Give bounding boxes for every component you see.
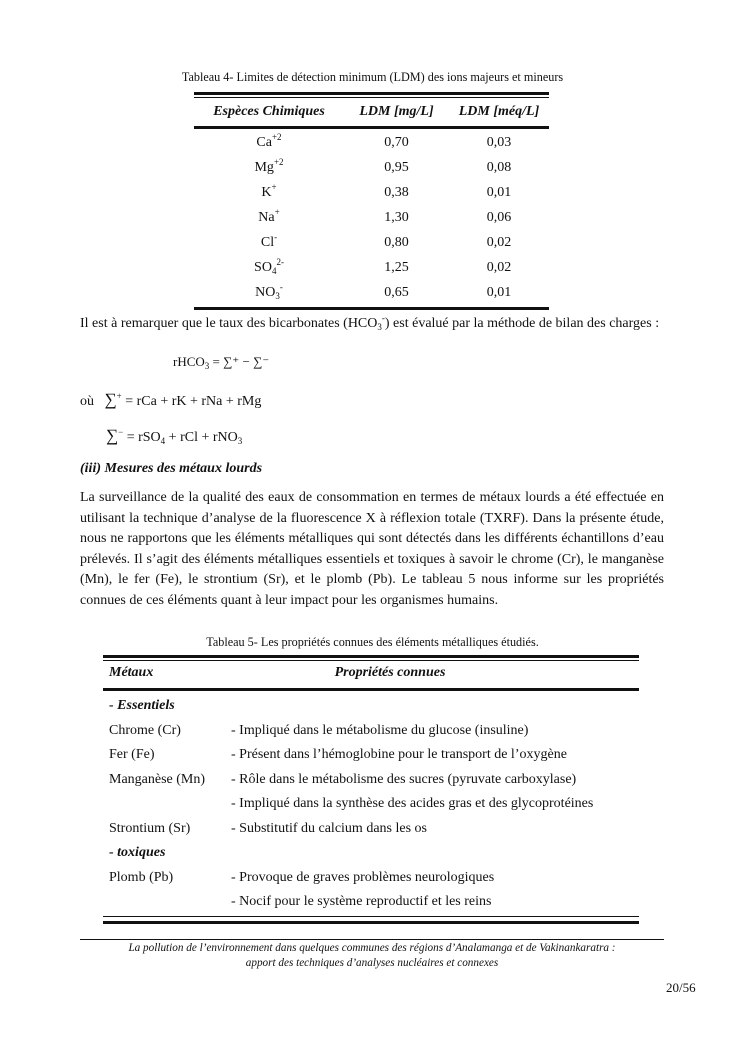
- ldm-mgl-cell: 0,38: [384, 184, 409, 200]
- property-cell: - Substitutif du calcium dans les os: [231, 820, 427, 836]
- species-cell: Na+: [258, 206, 280, 225]
- sigma-icon: ∑: [104, 390, 117, 409]
- ldm-mgl-cell: 1,25: [384, 259, 409, 275]
- table4-header-mgl: LDM [mg/L]: [359, 104, 434, 119]
- metal-cell: Chrome (Cr): [109, 722, 181, 738]
- section-paragraph: La surveillance de la qualité des eaux de consommation en termes de métaux lourds a été effectuée en utilisant la technique d’analyse de la fluorescence X à réflexion totale (TXRF). Dans la présente étude, nous ne rapportons que les éléments métalliques qui sont détectés dans les différents échantillons d’eau prélevés. Il s’agit des éléments métalliques essentiels et toxiques à savoir le chrome (Cr), le manganèse (Mn), le fer (Fe), le strontium (Sr), et le plomb (Pb). Le tableau 5 nous informe sur les propriétés connues de ces éléments quant à leur impact pour les organismes humains.: [80, 490, 664, 608]
- table5-header-properties: Propriétés connues: [334, 665, 446, 680]
- table5-row: [103, 817, 639, 842]
- table4-header-species: Espèces Chimiques: [213, 104, 325, 119]
- table5-row: [103, 792, 639, 817]
- table5-header: [103, 658, 639, 688]
- metal-cell: Manganèse (Mn): [109, 771, 206, 787]
- table5-row: [103, 743, 639, 768]
- table5-caption: Tableau 5- Les propriétés connues des éléments métalliques étudiés.: [206, 635, 539, 649]
- ldm-meql-cell: 0,02: [486, 234, 512, 250]
- table5-row: [103, 768, 639, 793]
- metal-cell: - toxiques: [109, 845, 166, 861]
- table5-row: [103, 866, 639, 891]
- property-cell: - Nocif pour le système reproductif et les reins: [231, 894, 492, 910]
- table5-row: [103, 890, 639, 915]
- footer: [80, 941, 664, 971]
- table4-row: [194, 155, 549, 180]
- metal-cell: Strontium (Sr): [109, 820, 191, 836]
- table5-body: [103, 691, 639, 915]
- footer-rule: [80, 939, 664, 940]
- metal-cell: Fer (Fe): [109, 747, 155, 763]
- ldm-meql-cell: 0,08: [486, 159, 512, 175]
- metal-cell: Plomb (Pb): [109, 869, 174, 885]
- ldm-meql-cell: 0,01: [486, 284, 512, 300]
- ldm-meql-cell: 0,06: [486, 209, 512, 225]
- table5-row: [103, 719, 639, 744]
- table5-top-rule: [103, 655, 639, 658]
- ldm-meql-cell: 0,02: [486, 259, 512, 275]
- table4-body: [194, 129, 549, 305]
- table4-row: [194, 230, 549, 255]
- table4-top-rule: [194, 92, 549, 95]
- ldm-mgl-cell: 1,30: [384, 209, 409, 225]
- table4-row: [194, 280, 549, 305]
- species-cell: K+: [261, 181, 277, 200]
- table4-bottom-rule: [194, 307, 549, 310]
- ldm-mgl-cell: 0,65: [384, 284, 409, 300]
- table4-row: [194, 205, 549, 230]
- table5: [103, 655, 639, 924]
- equation-rhco3: rHCO$_3$ = ∑⁺ − ∑⁻: [173, 354, 270, 371]
- ldm-mgl-cell: 0,70: [384, 134, 409, 150]
- species-cell: Cl-: [260, 231, 278, 250]
- footer-line2: apport des techniques d’analyses nucléaires et connexes: [245, 957, 499, 969]
- table4-header-meql: LDM [méq/L]: [458, 104, 540, 119]
- sigma-icon: ∑: [106, 426, 119, 445]
- property-cell: - Provoque de graves problèmes neurologiques: [231, 869, 495, 885]
- equation-sum-minus: ∑− = rSO$_4$ + rCl + rNO$_3$: [106, 426, 243, 446]
- table4-header: [194, 98, 549, 126]
- equation-sum-plus: où ∑+ = rCa + rK + rNa + rMg: [80, 390, 262, 409]
- page-number: 20/56: [666, 980, 696, 995]
- property-cell: - Présent dans l’hémoglobine pour le transport de l’oxygène: [231, 747, 567, 763]
- table4: [194, 92, 549, 310]
- table4-row: [194, 180, 549, 205]
- table4-caption: Tableau 4- Limites de détection minimum (LDM) des ions majeurs et mineurs: [181, 70, 564, 84]
- property-cell: - Rôle dans le métabolisme des sucres (pyruvate carboxylase): [231, 771, 577, 787]
- ldm-mgl-cell: 0,95: [384, 159, 409, 175]
- property-cell: - Impliqué dans la synthèse des acides gras et des glycoprotéines: [231, 796, 594, 812]
- table4-row: [194, 130, 549, 155]
- section-heading: (iii) Mesures des métaux lourds: [80, 461, 263, 476]
- ldm-mgl-cell: 0,80: [384, 234, 409, 250]
- species-cell: $Ca^{+2}$: [256, 131, 282, 150]
- table5-bottom-rule: [103, 921, 639, 924]
- table5-group-row: [103, 841, 639, 866]
- species-cell: $NO_3^-$: [255, 281, 283, 301]
- metal-cell: - Essentiels: [109, 698, 175, 714]
- ldm-meql-cell: 0,03: [486, 134, 512, 150]
- species-cell: $Mg^{+2}$: [254, 156, 284, 175]
- table5-group-row: [103, 694, 639, 719]
- table5-header-metal: Métaux: [109, 665, 154, 680]
- property-cell: - Impliqué dans le métabolisme du glucose (insuline): [231, 722, 529, 738]
- ldm-meql-cell: 0,01: [486, 184, 512, 200]
- species-cell: $SO_4^{2-}$: [254, 256, 284, 276]
- table4-row: [194, 255, 549, 280]
- footer-line1: La pollution de l’environnement dans quelques communes des régions d’Analamanga et de Vakinankaratra :: [128, 942, 616, 954]
- bicarbonate-paragraph: Il est à remarquer que le taux des bicarbonates $(HCO_3^-)$ est évalué par la méthode de bilan des charges :: [80, 313, 660, 332]
